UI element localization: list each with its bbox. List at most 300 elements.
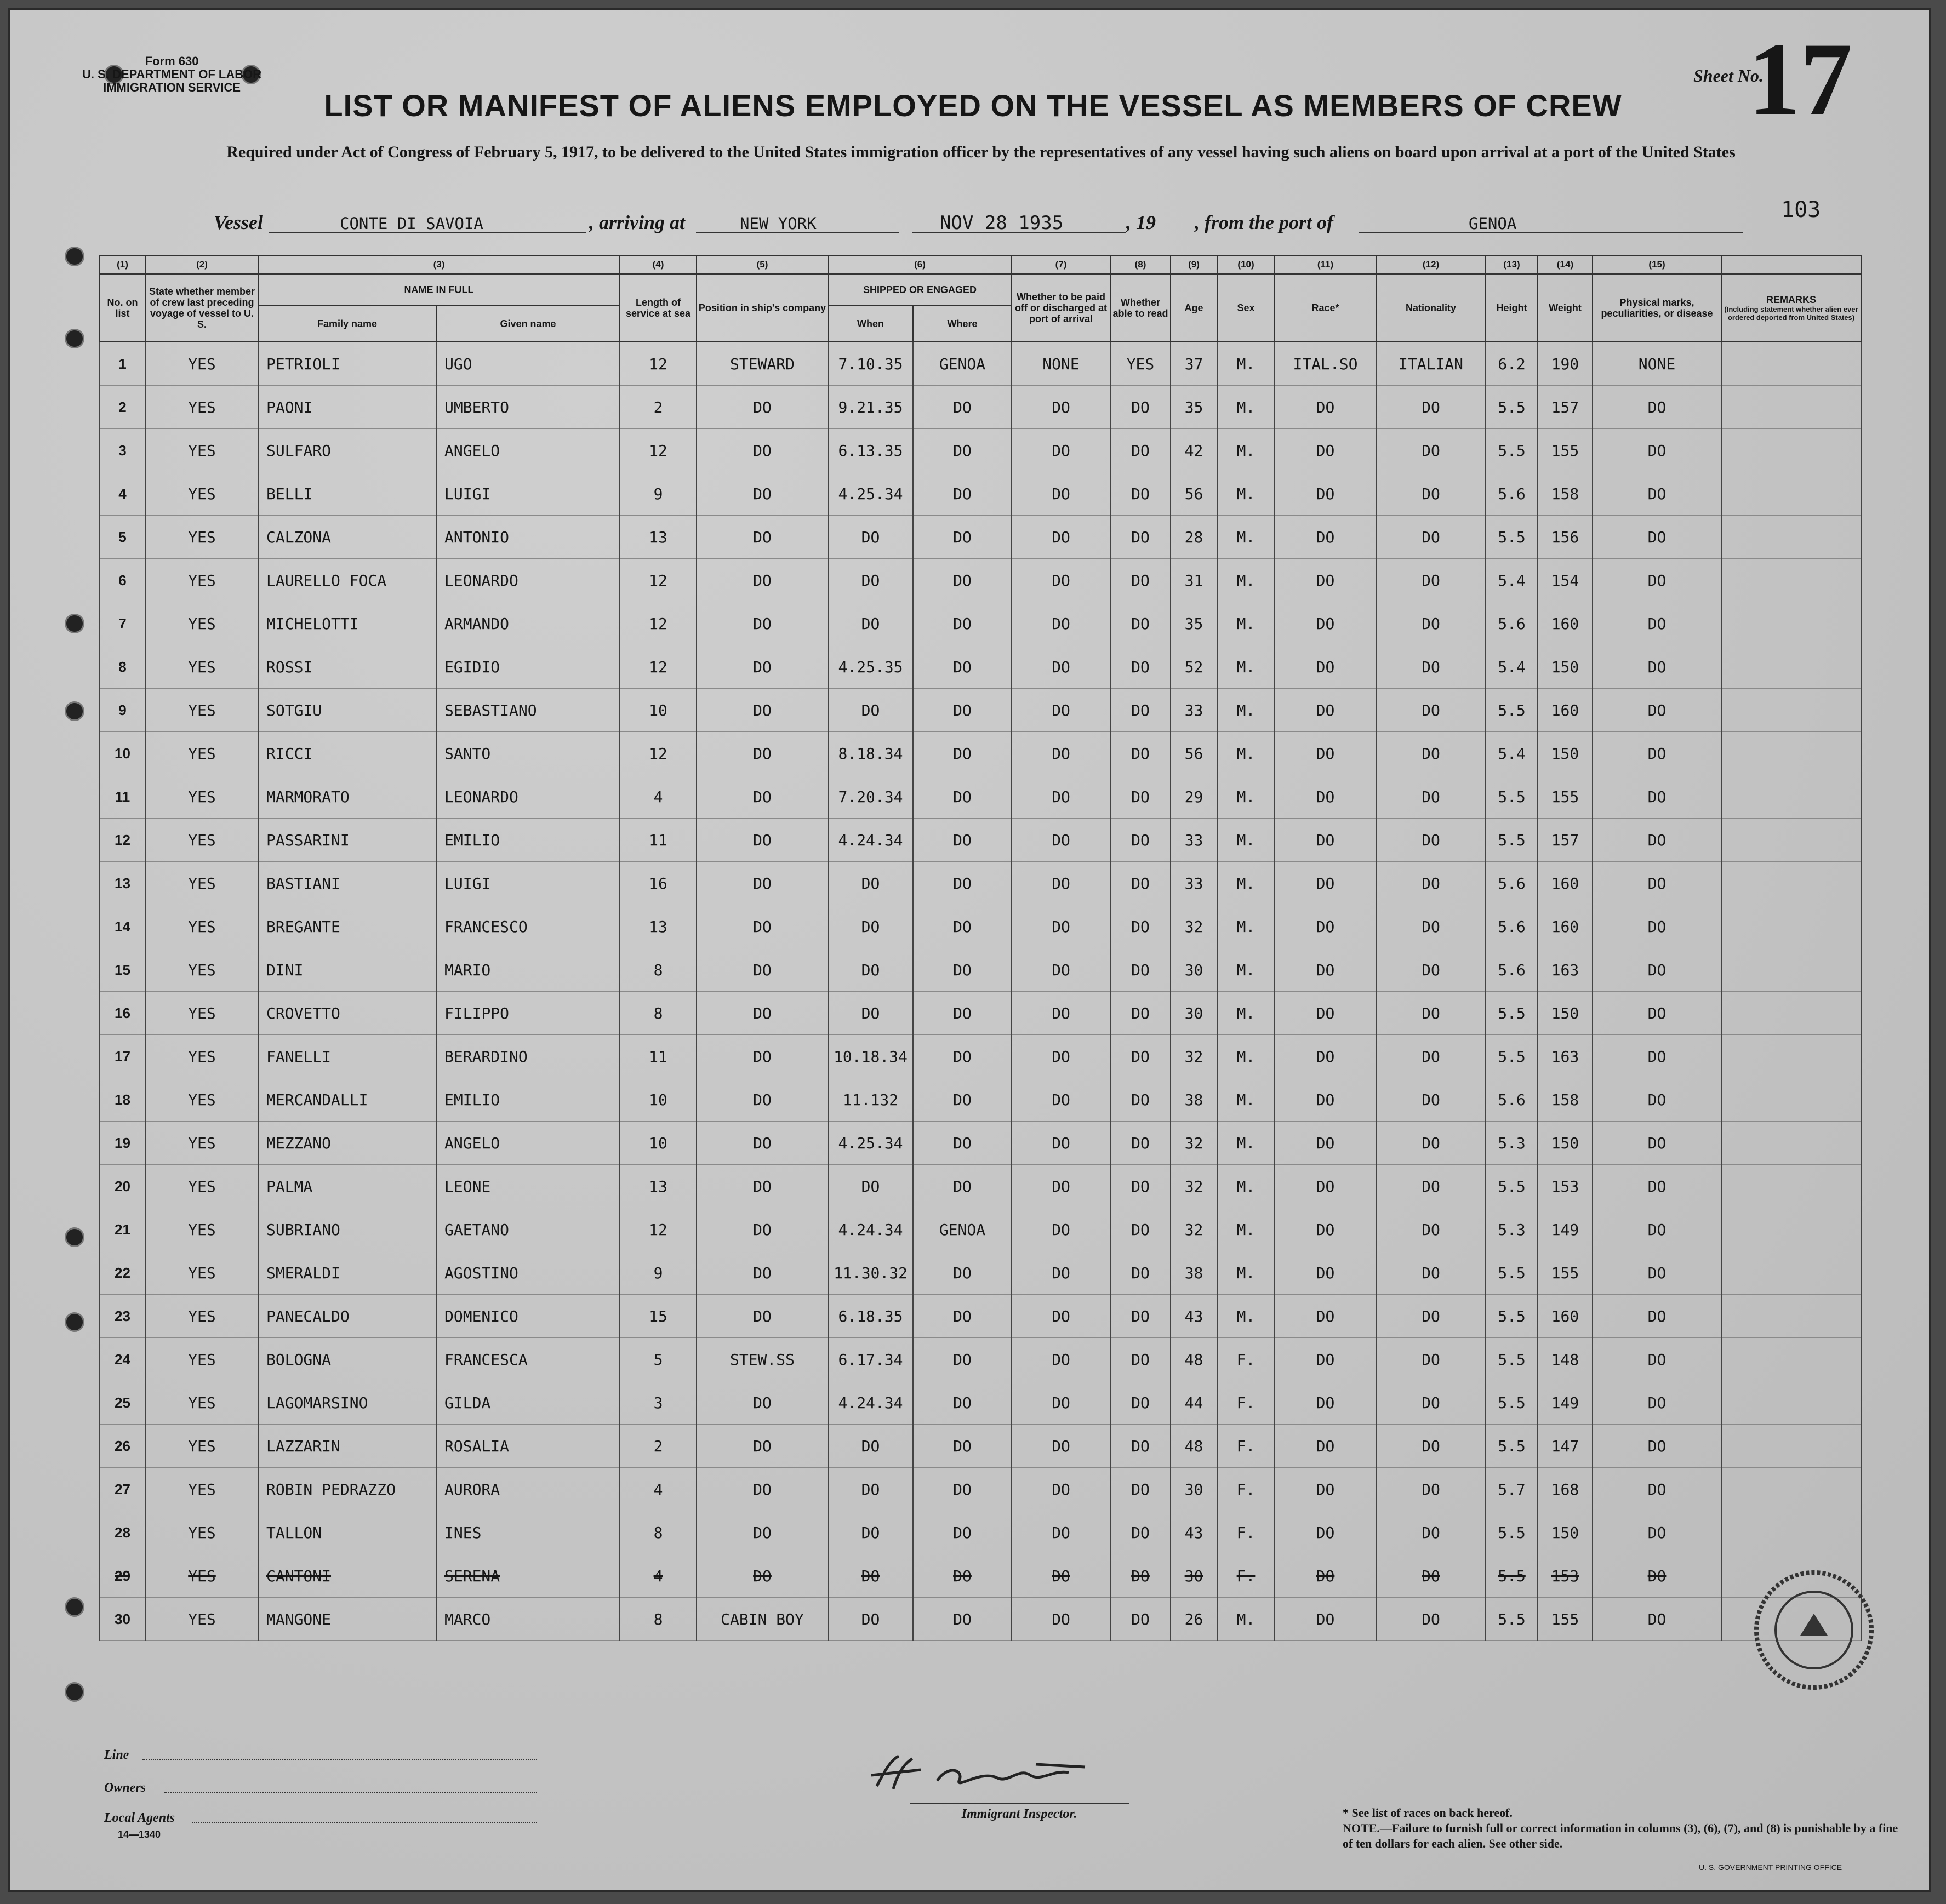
column-number: (13) <box>1486 255 1538 274</box>
table-row <box>99 905 1861 948</box>
remarks <box>1721 1468 1861 1511</box>
nationality: DO <box>1376 1035 1486 1078</box>
able-to-read: DO <box>1110 862 1171 905</box>
age: 29 <box>1171 775 1217 819</box>
race: DO <box>1275 1511 1376 1554</box>
length-of-service: 10 <box>620 1078 697 1122</box>
length-of-service: 2 <box>620 1425 697 1468</box>
length-of-service: 12 <box>620 342 697 386</box>
sex: F. <box>1217 1425 1275 1468</box>
remarks <box>1721 602 1861 645</box>
physical-marks: DO <box>1593 1511 1721 1554</box>
punch-hole-icon <box>65 614 84 633</box>
position: DO <box>697 516 828 559</box>
shipped-when: 6.17.34 <box>828 1338 913 1381</box>
race: DO <box>1275 1035 1376 1078</box>
header-race: Race* <box>1275 274 1376 342</box>
family-name: PANECALDO <box>258 1295 436 1338</box>
able-to-read: DO <box>1110 775 1171 819</box>
race: DO <box>1275 1554 1376 1598</box>
header-where: Where <box>913 306 1012 342</box>
weight: 157 <box>1538 819 1593 862</box>
table-row <box>99 602 1861 645</box>
height: 5.5 <box>1486 516 1538 559</box>
table-row <box>99 862 1861 905</box>
shipped-when: DO <box>828 948 913 992</box>
weight: 150 <box>1538 732 1593 775</box>
position: DO <box>697 1468 828 1511</box>
nationality: DO <box>1376 1165 1486 1208</box>
height: 5.6 <box>1486 1078 1538 1122</box>
line-field <box>142 1759 537 1760</box>
position: DO <box>697 1078 828 1122</box>
crew-member-status: YES <box>146 1251 258 1295</box>
remarks <box>1721 1122 1861 1165</box>
nationality: DO <box>1376 602 1486 645</box>
paid-off: DO <box>1012 1554 1110 1598</box>
row-number: 22 <box>99 1251 146 1295</box>
physical-marks: DO <box>1593 819 1721 862</box>
able-to-read: DO <box>1110 1554 1171 1598</box>
form-line: IMMIGRATION SERVICE <box>103 81 241 94</box>
header-position: Position in ship's company <box>697 274 828 342</box>
able-to-read: DO <box>1110 905 1171 948</box>
able-to-read: DO <box>1110 1295 1171 1338</box>
family-name: CALZONA <box>258 516 436 559</box>
family-name: SULFARO <box>258 429 436 472</box>
family-name: RICCI <box>258 732 436 775</box>
column-number-row <box>99 255 1861 274</box>
crew-member-status: YES <box>146 1598 258 1641</box>
shipped-when: 4.25.34 <box>828 1122 913 1165</box>
weight: 157 <box>1538 386 1593 429</box>
age: 28 <box>1171 516 1217 559</box>
weight: 156 <box>1538 516 1593 559</box>
given-name: BERARDINO <box>436 1035 620 1078</box>
remarks <box>1721 516 1861 559</box>
race: DO <box>1275 559 1376 602</box>
height: 5.5 <box>1486 689 1538 732</box>
able-to-read: DO <box>1110 645 1171 689</box>
table-row <box>99 1251 1861 1295</box>
remarks <box>1721 862 1861 905</box>
weight: 163 <box>1538 1035 1593 1078</box>
header-weight: Weight <box>1538 274 1593 342</box>
shipped-where: GENOA <box>913 342 1012 386</box>
position: DO <box>697 948 828 992</box>
table-row <box>99 1165 1861 1208</box>
family-name: PETRIOLI <box>258 342 436 386</box>
row-number: 4 <box>99 472 146 516</box>
sex: M. <box>1217 689 1275 732</box>
header-remarks <box>1721 274 1861 342</box>
sex: F. <box>1217 1511 1275 1554</box>
sheet-number: 17 <box>1748 22 1852 137</box>
given-name: LEONARDO <box>436 559 620 602</box>
table-row <box>99 516 1861 559</box>
race: DO <box>1275 602 1376 645</box>
remarks <box>1721 992 1861 1035</box>
length-of-service: 3 <box>620 1381 697 1425</box>
shipped-where: DO <box>913 429 1012 472</box>
weight: 160 <box>1538 602 1593 645</box>
sex: M. <box>1217 992 1275 1035</box>
shipped-when: DO <box>828 992 913 1035</box>
able-to-read: DO <box>1110 516 1171 559</box>
weight: 153 <box>1538 1554 1593 1598</box>
nationality: DO <box>1376 1468 1486 1511</box>
able-to-read: DO <box>1110 1078 1171 1122</box>
crew-member-status: YES <box>146 992 258 1035</box>
length-of-service: 5 <box>620 1338 697 1381</box>
table-row <box>99 1295 1861 1338</box>
given-name: INES <box>436 1511 620 1554</box>
nationality: DO <box>1376 645 1486 689</box>
arriving-port: NEW YORK <box>740 214 817 233</box>
family-name: ROSSI <box>258 645 436 689</box>
physical-marks: DO <box>1593 516 1721 559</box>
header-able-to-read: Whether able to read <box>1110 274 1171 342</box>
given-name: LEONE <box>436 1165 620 1208</box>
race: DO <box>1275 1598 1376 1641</box>
position: DO <box>697 602 828 645</box>
paid-off: DO <box>1012 429 1110 472</box>
footnote <box>1343 1805 1907 1851</box>
shipped-where: DO <box>913 905 1012 948</box>
arrival-date: NOV 28 1935 <box>940 212 1064 234</box>
nationality: DO <box>1376 472 1486 516</box>
given-name: ARMANDO <box>436 602 620 645</box>
crew-member-status: YES <box>146 472 258 516</box>
family-name: BASTIANI <box>258 862 436 905</box>
remarks <box>1721 1035 1861 1078</box>
family-name: LAURELLO FOCA <box>258 559 436 602</box>
crew-member-status: YES <box>146 905 258 948</box>
row-number: 23 <box>99 1295 146 1338</box>
crew-member-status: YES <box>146 1122 258 1165</box>
able-to-read: DO <box>1110 1381 1171 1425</box>
weight: 155 <box>1538 1598 1593 1641</box>
column-number: (14) <box>1538 255 1593 274</box>
nationality: DO <box>1376 819 1486 862</box>
given-name: SANTO <box>436 732 620 775</box>
sex: M. <box>1217 862 1275 905</box>
header-age: Age <box>1171 274 1217 342</box>
position: DO <box>697 645 828 689</box>
row-number: 12 <box>99 819 146 862</box>
position: DO <box>697 429 828 472</box>
shipped-where: DO <box>913 862 1012 905</box>
physical-marks: DO <box>1593 602 1721 645</box>
length-of-service: 8 <box>620 948 697 992</box>
sex: M. <box>1217 775 1275 819</box>
crew-member-status: YES <box>146 948 258 992</box>
footnote-races: * See list of races on back hereof. <box>1343 1806 1513 1820</box>
punch-hole-icon <box>65 1312 84 1332</box>
age: 30 <box>1171 992 1217 1035</box>
given-name: FILIPPO <box>436 992 620 1035</box>
column-number: (5) <box>697 255 828 274</box>
shipped-where: DO <box>913 386 1012 429</box>
position: DO <box>697 732 828 775</box>
height: 5.6 <box>1486 602 1538 645</box>
column-number: (11) <box>1275 255 1376 274</box>
row-number: 20 <box>99 1165 146 1208</box>
height: 5.5 <box>1486 1165 1538 1208</box>
weight: 160 <box>1538 905 1593 948</box>
remarks <box>1721 905 1861 948</box>
age: 42 <box>1171 429 1217 472</box>
family-name: CANTONI <box>258 1554 436 1598</box>
sex: F. <box>1217 1554 1275 1598</box>
remarks <box>1721 1165 1861 1208</box>
paid-off: DO <box>1012 386 1110 429</box>
family-name: MEZZANO <box>258 1122 436 1165</box>
header-family-name: Family name <box>258 306 436 342</box>
position: DO <box>697 1035 828 1078</box>
row-number: 17 <box>99 1035 146 1078</box>
form-line: U. S. DEPARTMENT OF LABOR <box>82 67 262 81</box>
given-name: SEBASTIANO <box>436 689 620 732</box>
nationality: DO <box>1376 1122 1486 1165</box>
row-number: 21 <box>99 1208 146 1251</box>
length-of-service: 4 <box>620 1554 697 1598</box>
weight: 155 <box>1538 775 1593 819</box>
table-row <box>99 559 1861 602</box>
height: 5.5 <box>1486 1295 1538 1338</box>
physical-marks: DO <box>1593 992 1721 1035</box>
able-to-read: DO <box>1110 1251 1171 1295</box>
shipped-when: DO <box>828 689 913 732</box>
sex: F. <box>1217 1468 1275 1511</box>
shipped-when: DO <box>828 905 913 948</box>
table-row <box>99 386 1861 429</box>
shipped-when: DO <box>828 1425 913 1468</box>
nationality: DO <box>1376 1295 1486 1338</box>
inspector-signature <box>855 1748 1129 1797</box>
height: 5.6 <box>1486 472 1538 516</box>
able-to-read: DO <box>1110 819 1171 862</box>
age: 52 <box>1171 645 1217 689</box>
row-number: 25 <box>99 1381 146 1425</box>
header-given-name: Given name <box>436 306 620 342</box>
row-number: 29 <box>99 1554 146 1598</box>
vessel-name: CONTE DI SAVOIA <box>340 214 483 233</box>
nationality: DO <box>1376 1338 1486 1381</box>
age: 48 <box>1171 1425 1217 1468</box>
remarks <box>1721 386 1861 429</box>
form-line: Form 630 <box>145 54 199 68</box>
column-number: (1) <box>99 255 146 274</box>
remarks <box>1721 819 1861 862</box>
physical-marks: DO <box>1593 645 1721 689</box>
length-of-service: 10 <box>620 1122 697 1165</box>
physical-marks: DO <box>1593 1598 1721 1641</box>
length-of-service: 13 <box>620 516 697 559</box>
crew-member-status: YES <box>146 1295 258 1338</box>
row-number: 2 <box>99 386 146 429</box>
race: DO <box>1275 429 1376 472</box>
position: STEW.SS <box>697 1338 828 1381</box>
length-of-service: 8 <box>620 1598 697 1641</box>
physical-marks: DO <box>1593 732 1721 775</box>
physical-marks: DO <box>1593 1338 1721 1381</box>
weight: 150 <box>1538 645 1593 689</box>
crew-member-status: YES <box>146 516 258 559</box>
column-number: (7) <box>1012 255 1110 274</box>
paid-off: DO <box>1012 732 1110 775</box>
age: 32 <box>1171 905 1217 948</box>
remarks-note: (Including statement whether alien ever ordered deported from United States) <box>1724 305 1858 322</box>
sex: M. <box>1217 386 1275 429</box>
header-no-on-list: No. on list <box>99 274 146 342</box>
column-number: (3) <box>258 255 620 274</box>
nationality: DO <box>1376 516 1486 559</box>
sex: M. <box>1217 429 1275 472</box>
row-number: 5 <box>99 516 146 559</box>
sex: F. <box>1217 1381 1275 1425</box>
header-paid-off: Whether to be paid off or discharged at port of arrival <box>1012 274 1110 342</box>
able-to-read: DO <box>1110 1035 1171 1078</box>
row-number: 18 <box>99 1078 146 1122</box>
table-row <box>99 1468 1861 1511</box>
length-of-service: 12 <box>620 1208 697 1251</box>
remarks <box>1721 1208 1861 1251</box>
able-to-read: DO <box>1110 1208 1171 1251</box>
able-to-read: DO <box>1110 992 1171 1035</box>
sex: M. <box>1217 645 1275 689</box>
shipped-where: DO <box>913 1598 1012 1641</box>
race: DO <box>1275 689 1376 732</box>
family-name: TALLON <box>258 1511 436 1554</box>
table-row <box>99 819 1861 862</box>
race: DO <box>1275 516 1376 559</box>
weight: 160 <box>1538 1295 1593 1338</box>
remarks <box>1721 775 1861 819</box>
weight: 163 <box>1538 948 1593 992</box>
given-name: EGIDIO <box>436 645 620 689</box>
shipped-where: DO <box>913 1381 1012 1425</box>
shipped-where: DO <box>913 1511 1012 1554</box>
column-number: (10) <box>1217 255 1275 274</box>
crew-member-status: YES <box>146 1208 258 1251</box>
sheet-label: Sheet No. <box>1693 66 1764 85</box>
paid-off: DO <box>1012 948 1110 992</box>
position: DO <box>697 775 828 819</box>
shipped-where: DO <box>913 1251 1012 1295</box>
race: DO <box>1275 1122 1376 1165</box>
weight: 149 <box>1538 1208 1593 1251</box>
shipped-where: DO <box>913 645 1012 689</box>
given-name: LEONARDO <box>436 775 620 819</box>
consulate-seal-icon <box>1748 1564 1880 1696</box>
shipped-when: DO <box>828 862 913 905</box>
physical-marks: DO <box>1593 429 1721 472</box>
weight: 190 <box>1538 342 1593 386</box>
shipped-when: DO <box>828 602 913 645</box>
shipped-when: DO <box>828 559 913 602</box>
sex: M. <box>1217 1078 1275 1122</box>
family-name: DINI <box>258 948 436 992</box>
table-row <box>99 1381 1861 1425</box>
paid-off: DO <box>1012 689 1110 732</box>
height: 5.6 <box>1486 862 1538 905</box>
crew-manifest-table <box>99 255 1862 1641</box>
crew-member-status: YES <box>146 1338 258 1381</box>
agents-label: Local Agents <box>104 1811 175 1825</box>
given-name: ROSALIA <box>436 1425 620 1468</box>
height: 5.5 <box>1486 775 1538 819</box>
paid-off: DO <box>1012 559 1110 602</box>
age: 38 <box>1171 1251 1217 1295</box>
age: 37 <box>1171 342 1217 386</box>
able-to-read: DO <box>1110 602 1171 645</box>
physical-marks: DO <box>1593 1251 1721 1295</box>
shipped-when: 8.18.34 <box>828 732 913 775</box>
height: 5.5 <box>1486 1381 1538 1425</box>
nationality: DO <box>1376 429 1486 472</box>
arriving-label: , arriving at <box>589 211 686 233</box>
remarks <box>1721 948 1861 992</box>
shipped-when: DO <box>828 1511 913 1554</box>
given-name: EMILIO <box>436 819 620 862</box>
sex: M. <box>1217 1251 1275 1295</box>
position: DO <box>697 1381 828 1425</box>
given-name: FRANCESCA <box>436 1338 620 1381</box>
length-of-service: 16 <box>620 862 697 905</box>
nationality: DO <box>1376 775 1486 819</box>
row-number: 8 <box>99 645 146 689</box>
crew-member-status: YES <box>146 819 258 862</box>
physical-marks: DO <box>1593 862 1721 905</box>
nationality: DO <box>1376 732 1486 775</box>
race: DO <box>1275 905 1376 948</box>
length-of-service: 8 <box>620 992 697 1035</box>
shipped-when: DO <box>828 1165 913 1208</box>
age: 26 <box>1171 1598 1217 1641</box>
paid-off: DO <box>1012 1338 1110 1381</box>
footnote-fine: NOTE.—Failure to furnish full or correct information in columns (3), (6), (7), and (8) is punishable by a fine of ten dollars for each alien. See other side. <box>1343 1821 1898 1850</box>
arriving-field <box>696 211 899 233</box>
family-name: BELLI <box>258 472 436 516</box>
family-name: SMERALDI <box>258 1251 436 1295</box>
shipped-when: 7.20.34 <box>828 775 913 819</box>
remarks <box>1721 732 1861 775</box>
race: DO <box>1275 1078 1376 1122</box>
able-to-read: DO <box>1110 559 1171 602</box>
shipped-when: 11.30.32 <box>828 1251 913 1295</box>
crew-member-status: YES <box>146 429 258 472</box>
row-number: 30 <box>99 1598 146 1641</box>
position: CABIN BOY <box>697 1598 828 1641</box>
age: 44 <box>1171 1381 1217 1425</box>
given-name: LUIGI <box>436 472 620 516</box>
physical-marks: DO <box>1593 1035 1721 1078</box>
length-of-service: 2 <box>620 386 697 429</box>
remarks <box>1721 1251 1861 1295</box>
remarks <box>1721 559 1861 602</box>
weight: 158 <box>1538 1078 1593 1122</box>
shipped-where: DO <box>913 1035 1012 1078</box>
nationality: DO <box>1376 905 1486 948</box>
given-name: MARIO <box>436 948 620 992</box>
sex: M. <box>1217 1035 1275 1078</box>
header-shipped-engaged: SHIPPED OR ENGAGED <box>828 274 1012 306</box>
age: 32 <box>1171 1165 1217 1208</box>
sex: M. <box>1217 472 1275 516</box>
table-row <box>99 775 1861 819</box>
height: 5.3 <box>1486 1122 1538 1165</box>
